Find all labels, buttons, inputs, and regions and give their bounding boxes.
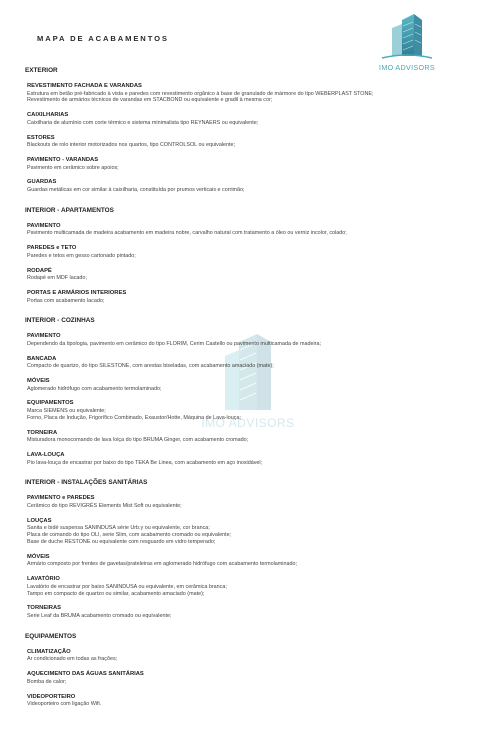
finish-item [27,671,465,685]
finish-item [27,605,465,619]
finish-item [27,179,465,193]
building-logo-icon [368,12,446,62]
section-title: INTERIOR - INSTALAÇÕES SANITÁRIAS [25,479,148,487]
item-description: Videoporteiro com ligação Wifi. [27,701,102,708]
finish-item [27,290,465,304]
item-description: Portas com acabamento lacado; [27,297,105,304]
section [25,479,465,619]
item-description: Guardas metálicas em cor similar à caixilharia, constituída por prumos verticais e corrimão; [27,186,245,193]
item-title: REVESTIMENTO FACHADA E VARANDAS [27,83,142,89]
item-description: Armário composto por frentes de gavetas/prateleiras em aglomerado hidrófugo com acabamento termolaminado; [27,561,297,568]
item-description: Serie Leaf da BRUMA acabamento cromado ou equivalente; [27,613,172,619]
item-description: Rodapé em MDF lacado; [27,275,87,282]
finish-item [27,157,465,171]
finish-item [27,576,465,597]
item-description: Placa de comando do tipo OLI, serie Slim, com acabamento cromado ou equivalente; [27,532,232,539]
item-title: CLIMATIZAÇÃO [27,648,71,655]
watermark-text: IMO ADVISORS [201,416,295,430]
finish-item [27,356,465,370]
section [25,317,465,466]
item-description: Cerâmico do tipo REVIGRÉS Elements Mist Soft ou equivalente; [27,503,182,510]
item-description: Pavimento multicamada de madeira acabamento em madeira nobre, carvalho natural com tratamento a óleo ou verniz incolor, colado; [27,230,347,237]
section [25,67,465,194]
finish-item [27,135,465,149]
finish-item [27,400,465,421]
company-logo [368,12,446,74]
item-title: ESTORES [27,134,55,141]
item-title: PORTAS E ARMÁRIOS INTERIORES [27,289,127,296]
item-description: Lavatório de encastrar por baixo SANINDUSA ou equivalente, em cerâmica branca; [27,583,227,590]
item-description: Bomba de calor; [27,678,67,685]
item-description: Revestimento de armários técnicos de varandas em STACBOND ou equivalente e gradil à mesma cor; [27,97,273,104]
item-description: Caixilharia de alumínio com corte térmico e sistema minimalista tipo REYNAERS ou equivalente; [27,119,259,126]
item-title: MÓVEIS [27,378,50,385]
item-title: LAVA-LOUÇA [27,452,65,459]
item-description: Ar condicionado em todas as frações; [27,656,118,663]
finish-item [27,112,465,126]
item-title: VIDEOPORTEIRO [27,693,76,700]
item-title: RODAPÉ [27,267,52,274]
item-title: LOUÇAS [27,517,52,524]
item-description: Misturadora monocomando de lava loiça do tipo BRUMA Ginger, com acabamento cromado; [27,437,249,444]
section-title: EQUIPAMENTOS [25,632,77,640]
item-description: Tampo em compacto de quartzo ou similar, acabamento amaciado (mate); [27,590,205,597]
item-description: Blackouts de rolo interior motorizados nos quartos, tipo CONTROLSOL ou equivalente; [27,142,236,149]
finish-item [27,495,465,509]
finish-item [27,554,465,568]
finish-item [27,223,465,237]
item-description: Aglomerado hidrófugo com acabamento termolaminado; [27,385,162,392]
finish-item [27,518,465,546]
item-title: PAVIMENTO - VARANDAS [27,156,99,163]
finish-item [27,83,465,104]
item-title: PAVIMENTO [27,333,61,340]
item-description: Estrutura em betão pré-fabricado à vista e paredes com revestimento orgânico à base de granulado de mármore do tipo WEBERPLAST STONE; [27,90,374,97]
section-title: INTERIOR - COZINHAS [25,317,95,325]
item-description: Sanita e bidé suspensa SANINDUSA série Urb.y ou equivalente, cor branca; [27,525,210,532]
item-description: Paredes e tetos em gesso cartonado pintado; [27,252,136,259]
logo-text: IMO ADVISORS [379,63,435,72]
section [25,633,465,708]
item-title: PAREDES e TETO [27,245,77,252]
item-description: Dependendo da tipologia, pavimento em cerâmico do tipo FLORIM, Cerim Castello ou pavimento multicamada de madeira; [27,340,321,347]
item-description: Forno, Placa de Indução, Frigorífico Combinado, Exaustor/Hotte, Máquina de Lava-louça; [27,414,241,421]
section-title: INTERIOR - APARTAMENTOS [25,206,114,214]
finish-item [27,378,465,392]
finish-item [27,649,465,663]
page-title: MAPA DE ACABAMENTOS [37,34,169,43]
finish-item [27,333,465,347]
item-description: Pavimento em cerâmico sobre apoios; [27,164,119,171]
item-description: Pio lava-louça de encastrar por baixo do tipo TEKA Be Linea, com acabamento em aço inoxidável; [27,459,263,466]
item-title: TORNEIRA [27,429,58,436]
finish-item [27,430,465,444]
finish-item [27,452,465,466]
item-title: AQUECIMENTO DAS ÁGUAS SANITÁRIAS [27,671,144,678]
item-title: PAVIMENTO e PAREDES [27,495,95,502]
finish-item [27,245,465,259]
item-title: MÓVEIS [27,553,50,560]
section-title: EXTERIOR [25,67,58,74]
item-description: Base de duche RESTONE ou equivalente com resguardo em vidro temperado; [27,539,216,546]
section [25,207,465,305]
item-description: Marca SIEMENS ou equivalente; [27,408,106,415]
item-title: EQUIPAMENTOS [27,400,74,407]
finish-item [27,694,465,708]
item-description: Compacto de quartzo, do tipo SILESTONE, com arestas biseladas, com acabamento amaciado (mate); [27,363,274,370]
item-title: LAVATÓRIO [27,576,60,583]
item-title: CAIXILHARIAS [27,112,69,119]
item-title: GUARDAS [27,179,57,186]
finishes-list [25,67,465,721]
item-title: TORNEIRAS [27,605,62,612]
finish-item [27,268,465,282]
item-title: PAVIMENTO [27,222,61,229]
item-title: BANCADA [27,355,57,362]
